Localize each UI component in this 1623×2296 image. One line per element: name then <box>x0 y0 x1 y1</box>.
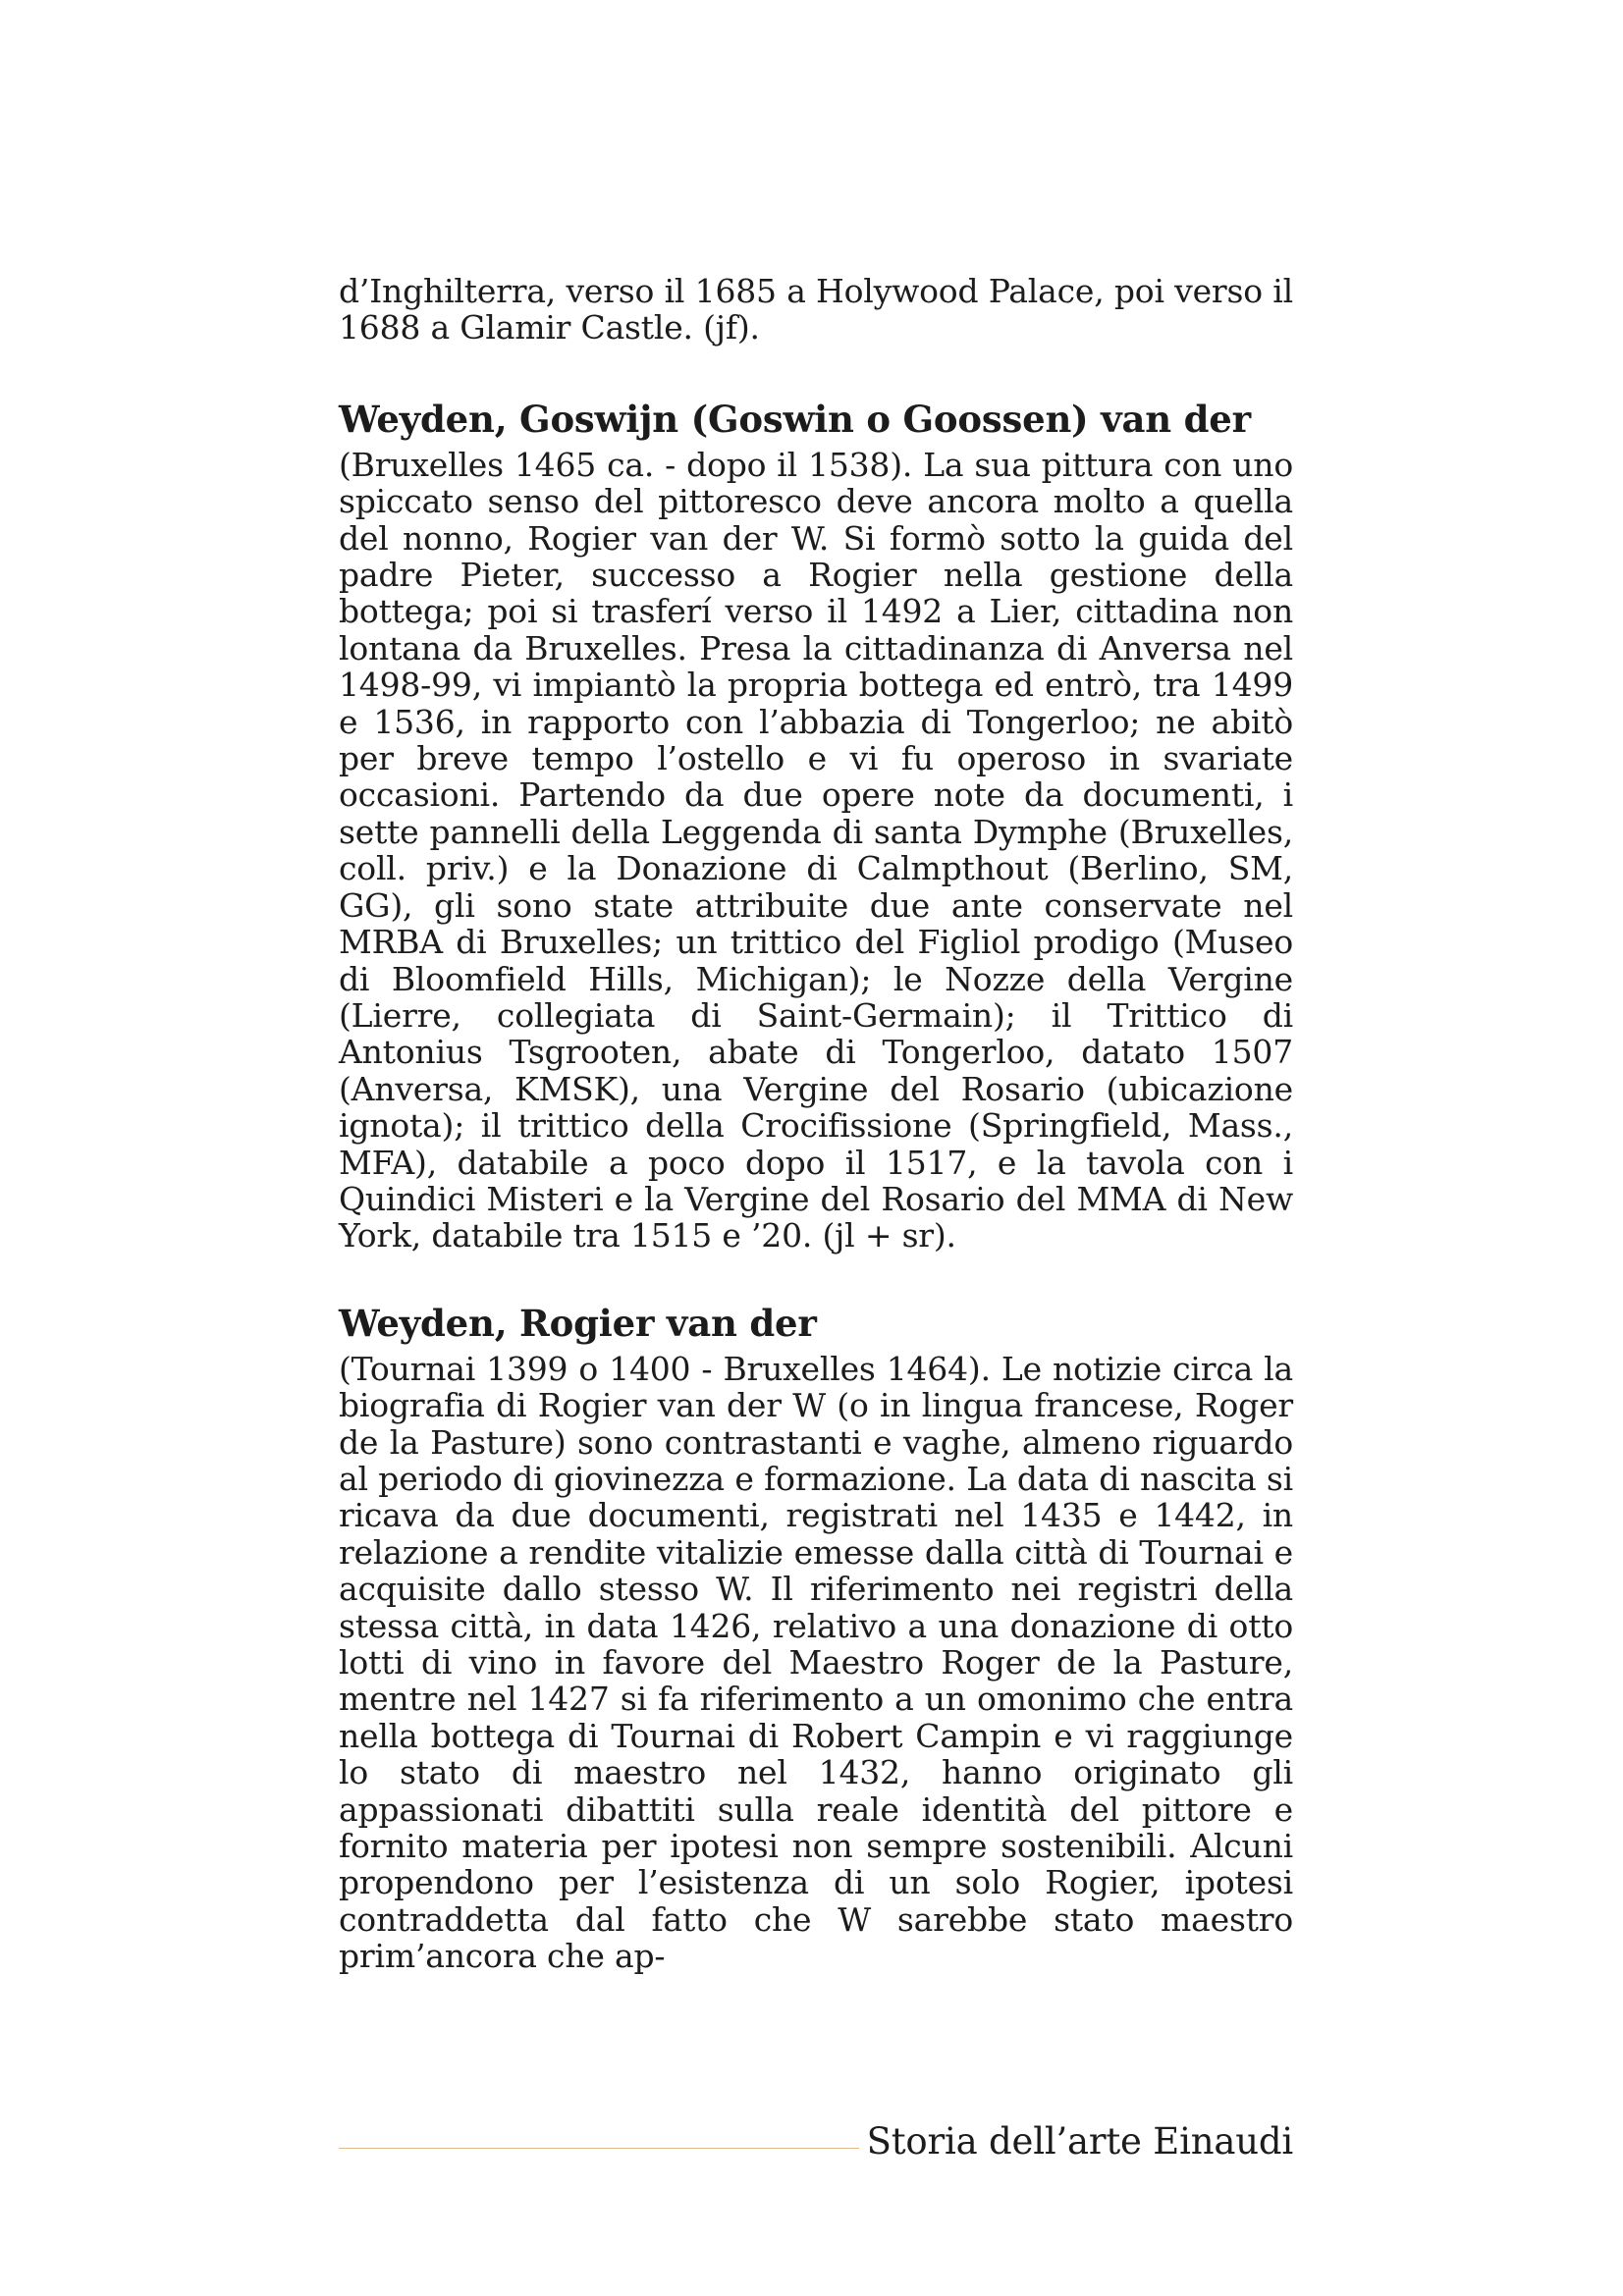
entry-goswijn-van-der-weyden <box>339 398 1293 1255</box>
entry-text: (Tournai 1399 o 1400 - Bruxelles 1464). Le notizie circa la biografia di Rogier van der W (o in lingua francese, Roger de la Pasture) sono contrastanti e vaghe, almeno riguardo al periodo di giovinezza e formazione. La data di nascita si ricava da due documenti, registrati nel 1435 e 1442, in relazione a rendite vitalizie emesse dalla città di Tournai e acquisite dallo stesso W. Il riferimento nei registri della stessa città, in data 1426, relativo a una donazione di otto lotti di vino in favore del Maestro Roger de la Pasture, mentre nel 1427 si fa riferimento a un omonimo che entra nella bottega di Tournai di Robert Campin e vi raggiunge lo stato di maestro nel 1432, hanno originato gli appassionati dibattiti sulla reale identità del pittore e fornito materia per ipotesi non sempre sostenibili. Alcuni propendono per l’esistenza di un solo Rogier, ipotesi contraddetta dal fatto che W sarebbe stato maestro prim’ancora che ap- <box>339 1349 1293 1976</box>
page-body <box>339 273 1293 1975</box>
entry-rogier-van-der-weyden <box>339 1302 1293 1975</box>
entry-title: Weyden, Rogier van der <box>339 1301 817 1345</box>
entry-title: Weyden, Goswijn (Goswin o Goossen) van der <box>339 397 1251 441</box>
entry-continuation <box>339 273 1293 347</box>
footer-rule <box>339 2148 859 2149</box>
entry-text: (Bruxelles 1465 ca. - dopo il 1538). La sua pittura con uno spiccato senso del pittoresco deve ancora molto a quella del nonno, Rogier van der W. Si formò sotto la guida del padre Pieter, successo a Rogier nella gestione della bottega; poi si trasferí verso il 1492 a Lier, cittadina non lontana da Bruxelles. Presa la cittadinanza di Anversa nel 1498-99, vi impiantò la propria bottega ed entrò, tra 1499 e 1536, in rapporto con l’abbazia di Tongerloo; ne abitò per breve tempo l’ostello e vi fu operoso in svariate occasioni. Partendo da due opere note da documenti, i sette pannelli della Leggenda di santa Dymphe (Bruxelles, coll. priv.) e la Donazione di Calmpthout (Berlino, SM, GG), gli sono state attribuite due ante conservate nel MRBA di Bruxelles; un trittico del Figliol prodigo (Museo di Bloomfield Hills, Michigan); le Nozze della Vergine (Lierre, collegiata di Saint-Germain); il Trittico di Antonius Tsgrooten, abate di Tongerloo, datato 1507 (Anversa, KMSK), una Vergine del Rosario (ubicazione ignota); il trittico della Crocifissione (Springfield, Mass., MFA), databile a poco dopo il 1517, e la tavola con i Quindici Misteri e la Vergine del Rosario del MMA di New York, databile tra 1515 e ’20. (jl + sr). <box>339 445 1293 1255</box>
continuation-text: d’Inghilterra, verso il 1685 a Holywood Palace, poi verso il 1688 a Glamir Castle. (jf). <box>339 272 1293 347</box>
footer-title: Storia dell’arte Einaudi <box>866 2120 1293 2163</box>
